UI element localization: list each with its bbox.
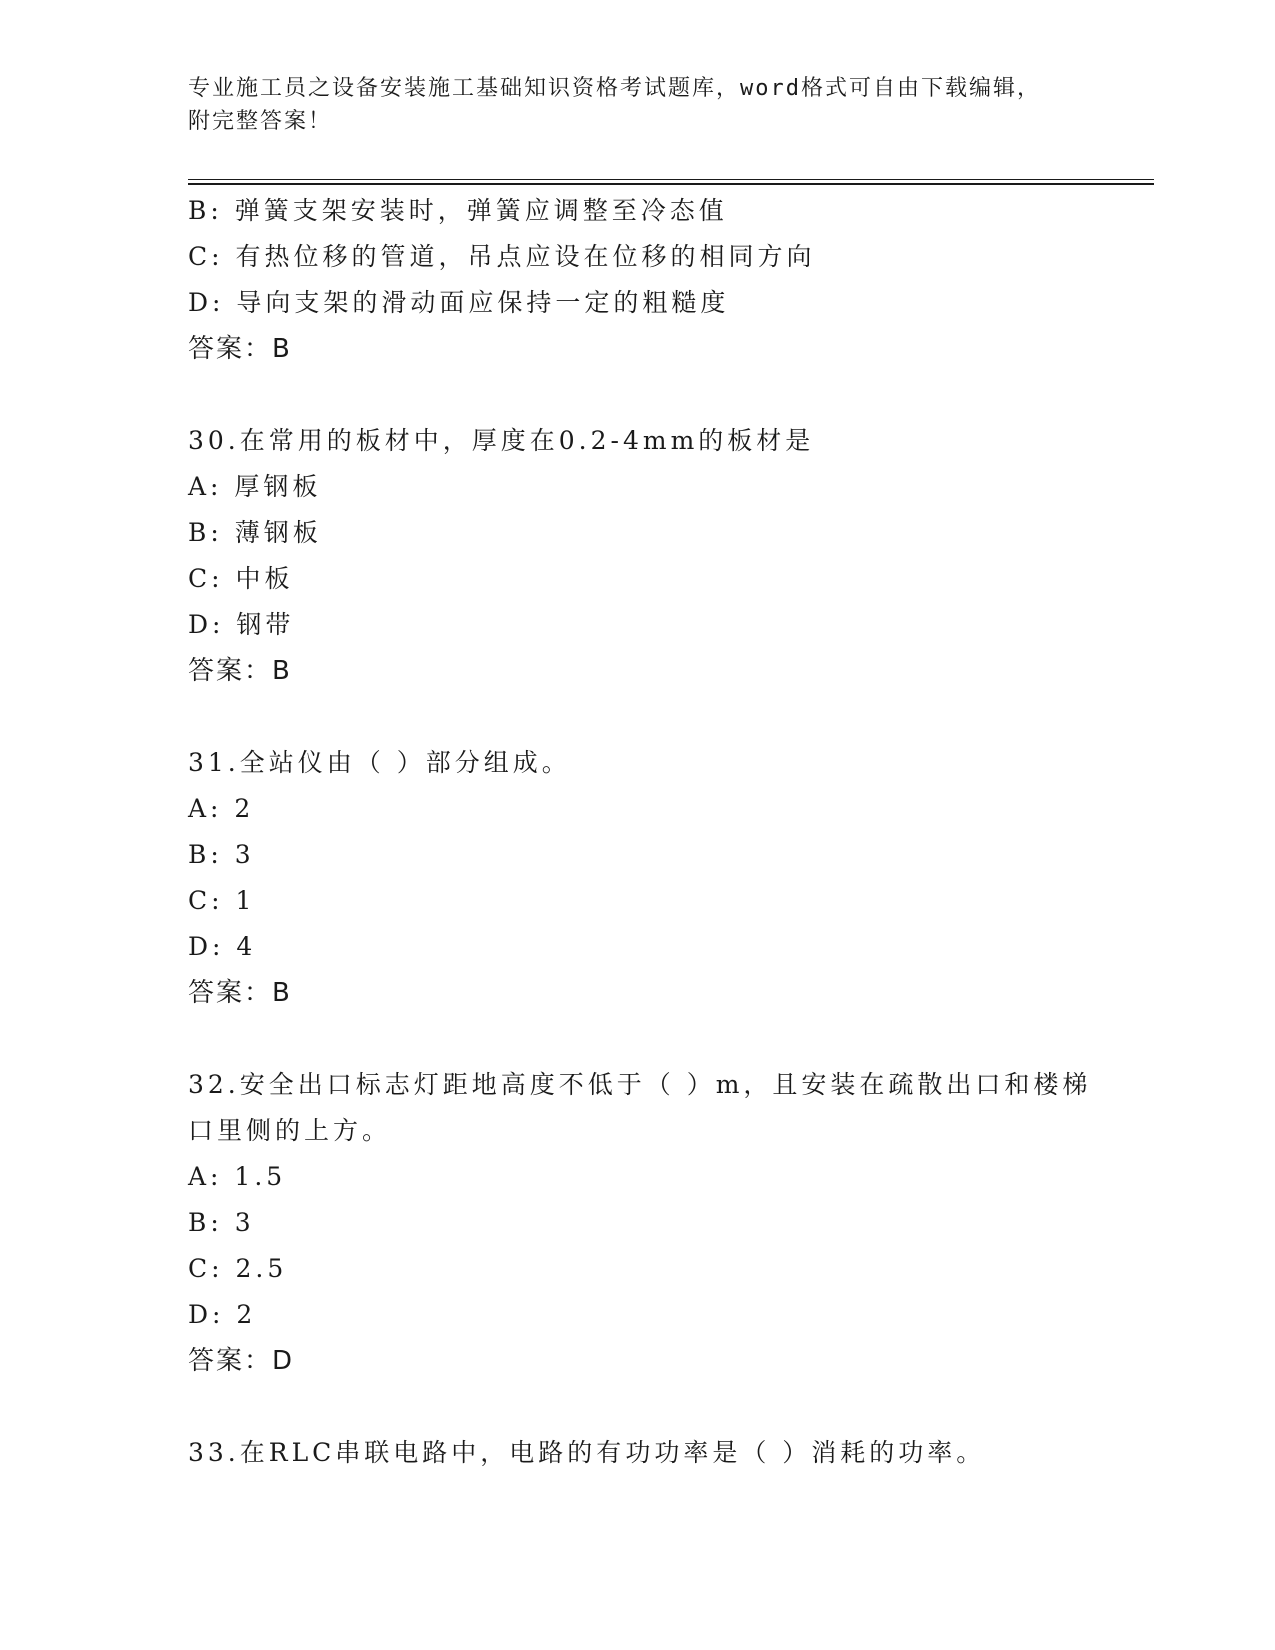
option-c: C: 1 <box>188 886 256 915</box>
question-30 <box>188 418 1118 694</box>
question-29 <box>188 188 1118 372</box>
header-title-line2: 附完整答案！ <box>188 109 333 134</box>
answer: 答案：D <box>188 1346 295 1376</box>
option-d: D: 钢带 <box>188 610 295 639</box>
answer: 答案：B <box>188 334 292 364</box>
question-32 <box>188 1062 1118 1384</box>
option-b: B: 薄钢板 <box>188 518 322 547</box>
question-text: 33.在RLC串联电路中，电路的有功功率是（ ）消耗的功率。 <box>188 1438 986 1467</box>
document-header <box>188 72 1088 138</box>
option-a: A: 厚钢板 <box>188 472 322 501</box>
header-title-line1: 专业施工员之设备安装施工基础知识资格考试题库，word格式可自由下载编辑， <box>188 76 1041 101</box>
spacer <box>188 694 1118 740</box>
option-d: D: 4 <box>188 932 257 961</box>
answer: 答案：B <box>188 656 292 686</box>
header-divider-thin <box>188 179 1154 180</box>
answer: 答案：B <box>188 978 292 1008</box>
header-divider-thick <box>188 183 1154 185</box>
option-c: C: 中板 <box>188 564 294 593</box>
question-text-line2: 口里侧的上方。 <box>188 1116 392 1145</box>
question-text: 30.在常用的板材中，厚度在0.2-4mm的板材是 <box>188 426 815 455</box>
spacer <box>188 372 1118 418</box>
option-d: D: 导向支架的滑动面应保持一定的粗糙度 <box>188 288 730 317</box>
option-d: D: 2 <box>188 1300 257 1329</box>
option-a: A: 1.5 <box>188 1162 287 1191</box>
option-b: B: 3 <box>188 1208 255 1237</box>
question-33 <box>188 1430 1118 1476</box>
option-a: A: 2 <box>188 794 255 823</box>
option-b: B: 弹簧支架安装时，弹簧应调整至冷态值 <box>188 196 728 225</box>
spacer <box>188 1384 1118 1430</box>
option-c: C: 2.5 <box>188 1254 288 1283</box>
question-text: 31.全站仪由（ ）部分组成。 <box>188 748 571 777</box>
question-31 <box>188 740 1118 1016</box>
spacer <box>188 1016 1118 1062</box>
option-c: C: 有热位移的管道，吊点应设在位移的相同方向 <box>188 242 816 271</box>
question-text-line1: 32.安全出口标志灯距地高度不低于（ ）m，且安装在疏散出口和楼梯 <box>188 1070 1092 1099</box>
option-b: B: 3 <box>188 840 255 869</box>
question-list <box>188 188 1118 1476</box>
